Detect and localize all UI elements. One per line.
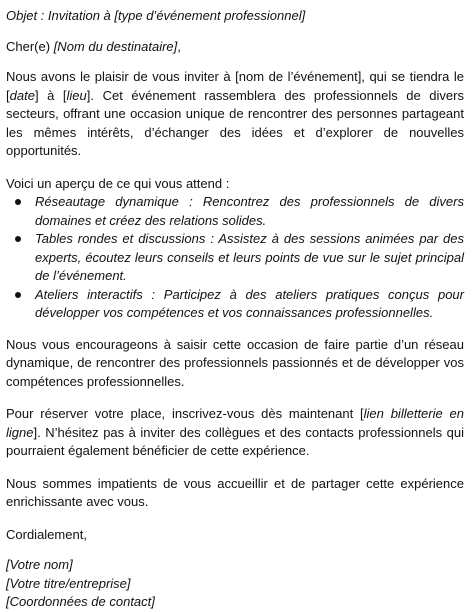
closing-salutation: Cordialement, bbox=[6, 526, 87, 542]
signature-title: [Votre titre/entreprise] bbox=[6, 575, 131, 591]
paragraph1-part3: ]. Cet événement rassemblera des professionnels de divers secteurs, offrant une occasion unique de rencontrer des personnes partageant les mêmes intérêts, d’échanger des idées et d’explorer de nouvelles opportunités. bbox=[6, 87, 464, 158]
subject-prefix: Objet : Invitation à bbox=[6, 8, 115, 23]
place-placeholder: lieu bbox=[66, 87, 87, 103]
list-item bbox=[35, 193, 464, 230]
invitation-paragraph bbox=[6, 68, 464, 161]
closing-paragraph: Nous sommes impatients de vous accueillir et de partager cette expérience enrichissante avec vous. bbox=[6, 475, 464, 509]
encouragement-paragraph: Nous vous encourageons à saisir cette occasion de faire partie d’un réseau dynamique, de rencontrer des professionnels passionnés et de développer vos compétences professionnelles. bbox=[6, 336, 464, 389]
subject-line bbox=[6, 7, 464, 26]
signature-contact: [Coordonnées de contact] bbox=[6, 594, 155, 609]
registration-paragraph bbox=[6, 405, 464, 461]
date-placeholder: date bbox=[9, 87, 35, 103]
highlights-list bbox=[6, 193, 464, 323]
paragraph3-part1: Pour réserver votre place, inscrivez-vous dès maintenant [ bbox=[6, 406, 364, 421]
paragraph1-part1: Nous avons le plaisir de vous inviter à [nom de l’événement], qui se tiendra le [ bbox=[6, 69, 464, 103]
paragraph3-part2: ]. N’hésitez pas à inviter des collègues et des contacts professionnels qui pourraient également bénéficier de cette expérience. bbox=[6, 424, 464, 458]
signature-name: [Votre nom] bbox=[6, 557, 73, 572]
paragraph1-part2: ] à [ bbox=[34, 87, 67, 103]
subject-placeholder: [type d’événement professionnel] bbox=[114, 8, 306, 23]
greeting-line bbox=[6, 38, 464, 57]
bullet-text: Réseautage dynamique : Rencontrez des professionnels de divers domaines et créez des relations solides. bbox=[35, 194, 464, 228]
list-item bbox=[35, 230, 464, 286]
ticket-link-placeholder: lien billetterie en ligne bbox=[6, 406, 464, 440]
bullet-icon bbox=[15, 199, 21, 205]
bullet-icon bbox=[15, 292, 21, 298]
recipient-placeholder: [Nom du destinataire] bbox=[53, 38, 178, 54]
bullet-icon bbox=[15, 236, 21, 242]
list-item bbox=[35, 286, 464, 323]
list-intro: Voici un aperçu de ce qui vous attend : bbox=[6, 175, 230, 191]
greeting-suffix: , bbox=[177, 38, 181, 54]
bullet-text: Tables rondes et discussions : Assistez à des sessions animées par des experts, écoutez leurs conseils et leurs points de vue sur le sujet principal de l’événement. bbox=[35, 231, 464, 283]
bullet-text: Ateliers interactifs : Participez à des ateliers pratiques conçus pour développer vos compétences et vos connaissances professionnelles. bbox=[35, 286, 464, 320]
greeting-text: Cher(e) bbox=[6, 38, 54, 54]
